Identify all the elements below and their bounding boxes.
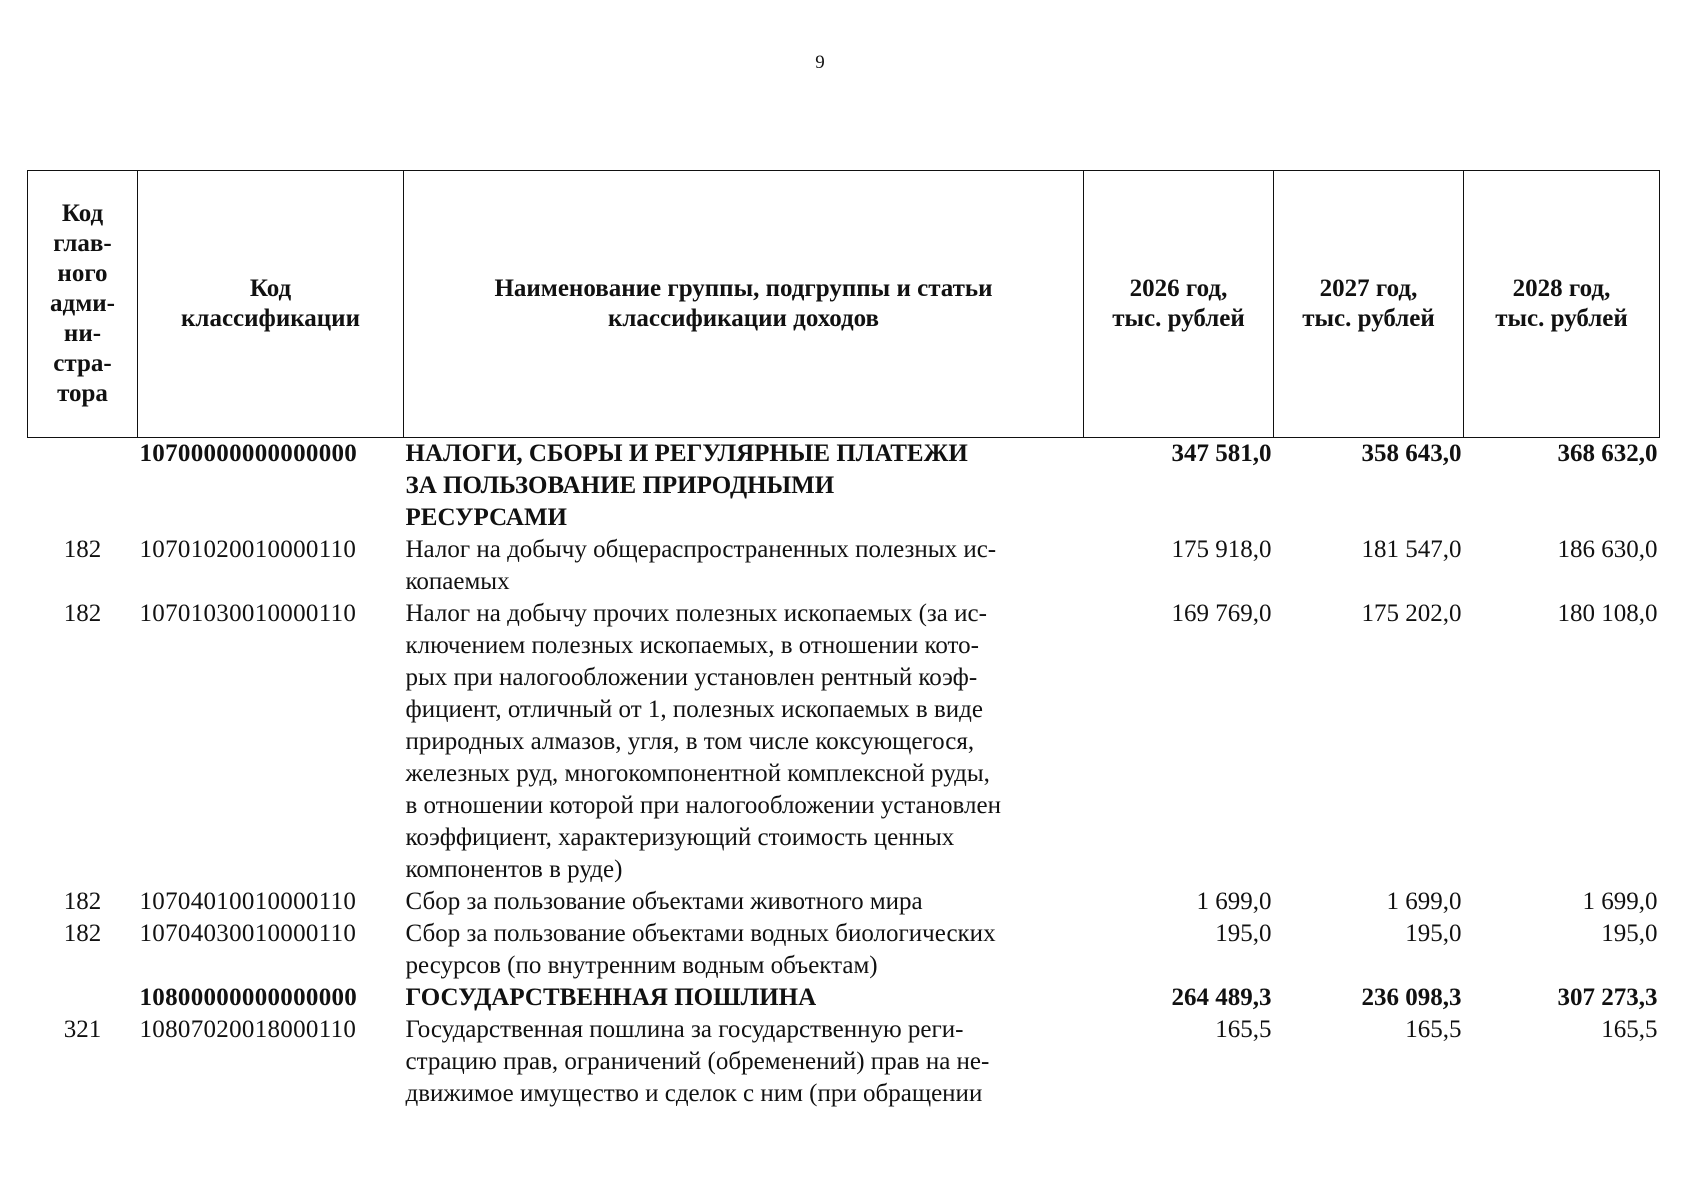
cell-name-line: движимое имущество и сделок с ним (при обращении [405, 1080, 983, 1107]
header-line: тыс. рублей [1112, 305, 1245, 332]
cell-amount-2028: 180 108,0 [1557, 600, 1658, 627]
cell-name-line: Сбор за пользование объектами животного мира [405, 888, 923, 915]
cell-name-line: ресурсов (по внутренним водным объектам) [405, 952, 878, 979]
cell-name [404, 1014, 1084, 1110]
cell-amount-2026: 169 769,0 [1171, 600, 1272, 627]
cell-name-line: ключением полезных ископаемых, в отношении кото- [405, 632, 979, 659]
cell-classification-code: 10701020010000110 [139, 536, 357, 563]
cell-amount-2028: 186 630,0 [1557, 536, 1658, 563]
cell-name [404, 438, 1084, 535]
cell-admin-code: 182 [63, 600, 102, 627]
header-line: тора [57, 380, 108, 407]
header-year-2026 [1084, 171, 1274, 438]
table-group-row [28, 438, 1660, 535]
cell-classification-code: 10704030010000110 [139, 920, 357, 947]
header-line: ни- [63, 320, 102, 347]
header-classification-code [138, 171, 404, 438]
header-line: Наименование группы, подгруппы и статьи [494, 275, 993, 302]
cell-name-line: РЕСУРСАМИ [405, 504, 567, 531]
cell-name [404, 918, 1084, 982]
cell-name [404, 598, 1084, 886]
cell-name-line: Сбор за пользование объектами водных биологических [405, 920, 996, 947]
cell-name-line: копаемых [405, 568, 510, 595]
cell-name-line: коэффициент, характеризующий стоимость ценных [405, 824, 955, 851]
header-line: тыс. рублей [1302, 305, 1435, 332]
cell-amount-2028: 1 699,0 [1582, 888, 1658, 915]
cell-admin-code: 182 [63, 920, 102, 947]
header-line: тыс. рублей [1495, 305, 1628, 332]
cell-name-line: рых при налогообложении установлен рентный коэф- [405, 664, 978, 691]
cell-amount-2028: 165,5 [1601, 1016, 1658, 1043]
cell-name-line: в отношении которой при налогообложении установлен [405, 792, 1001, 819]
cell-admin-code: 182 [63, 536, 102, 563]
table-row [28, 598, 1660, 886]
cell-amount-2027: 181 547,0 [1361, 536, 1462, 563]
cell-name-line: Налог на добычу общераспространенных полезных ис- [405, 536, 997, 563]
cell-name-line: фициент, отличный от 1, полезных ископаемых в виде [405, 696, 983, 723]
table-row [28, 886, 1660, 918]
cell-admin-code [28, 438, 138, 535]
cell-amount-2027: 1 699,0 [1386, 888, 1462, 915]
header-name [404, 171, 1084, 438]
header-line: классификации [181, 305, 360, 332]
cell-admin-code [28, 982, 138, 1014]
cell-classification-code: 10807020018000110 [139, 1016, 357, 1043]
header-year-2027 [1274, 171, 1464, 438]
cell-admin-code: 321 [63, 1016, 102, 1043]
header-line: ного [57, 260, 108, 287]
cell-name [404, 886, 1084, 918]
cell-name [404, 534, 1084, 598]
table-group-row [28, 982, 1660, 1014]
cell-amount-2026: 264 489,3 [1171, 984, 1272, 1011]
header-line: классификации доходов [607, 305, 880, 332]
header-line: стра- [53, 350, 112, 377]
cell-amount-2027: 175 202,0 [1361, 600, 1462, 627]
header-year-2028 [1464, 171, 1660, 438]
cell-amount-2028: 307 273,3 [1557, 984, 1658, 1011]
cell-name-line: ЗА ПОЛЬЗОВАНИЕ ПРИРОДНЫМИ [405, 472, 835, 499]
cell-classification-code: 10701030010000110 [139, 600, 357, 627]
page-number: 9 [815, 52, 825, 73]
cell-amount-2027: 195,0 [1405, 920, 1462, 947]
header-line: 2026 год, [1129, 275, 1228, 302]
header-line: глав- [53, 230, 112, 257]
cell-classification-code: 10700000000000000 [139, 440, 358, 467]
cell-amount-2026: 1 699,0 [1196, 888, 1272, 915]
header-admin-code [28, 171, 138, 438]
header-line: 2027 год, [1319, 275, 1418, 302]
cell-amount-2026: 175 918,0 [1171, 536, 1272, 563]
table-row [28, 918, 1660, 982]
cell-amount-2026: 165,5 [1215, 1016, 1272, 1043]
cell-classification-code: 10704010010000110 [139, 888, 357, 915]
cell-name-line: железных руд, многокомпонентной комплексной руды, [405, 760, 990, 787]
table-header [28, 171, 1660, 438]
cell-name-line: НАЛОГИ, СБОРЫ И РЕГУЛЯРНЫЕ ПЛАТЕЖИ [405, 440, 968, 467]
cell-name-line: страцию прав, ограничений (обременений) прав на не- [405, 1048, 990, 1075]
cell-amount-2027: 165,5 [1405, 1016, 1462, 1043]
cell-amount-2028: 195,0 [1601, 920, 1658, 947]
cell-amount-2028: 368 632,0 [1557, 440, 1658, 467]
cell-amount-2027: 358 643,0 [1361, 440, 1462, 467]
cell-amount-2026: 195,0 [1215, 920, 1272, 947]
cell-name [404, 982, 1084, 1014]
cell-name-line: природных алмазов, угля, в том числе коксующегося, [405, 728, 975, 755]
header-line: Код [249, 275, 292, 302]
header-line: адми- [50, 290, 115, 317]
header-line: 2028 год, [1512, 275, 1611, 302]
table-body [28, 438, 1660, 1111]
cell-classification-code: 10800000000000000 [139, 984, 358, 1011]
cell-amount-2027: 236 098,3 [1361, 984, 1462, 1011]
cell-amount-2026: 347 581,0 [1171, 440, 1272, 467]
revenue-table [27, 170, 1660, 1110]
cell-admin-code: 182 [63, 888, 102, 915]
cell-name-line: Налог на добычу прочих полезных ископаемых (за ис- [405, 600, 987, 627]
table-row [28, 1014, 1660, 1110]
cell-name-line: ГОСУДАРСТВЕННАЯ ПОШЛИНА [405, 984, 817, 1011]
cell-name-line: Государственная пошлина за государственную реги- [405, 1016, 964, 1043]
table-row [28, 534, 1660, 598]
header-line: Код [61, 200, 104, 227]
cell-name-line: компонентов в руде) [405, 856, 623, 883]
